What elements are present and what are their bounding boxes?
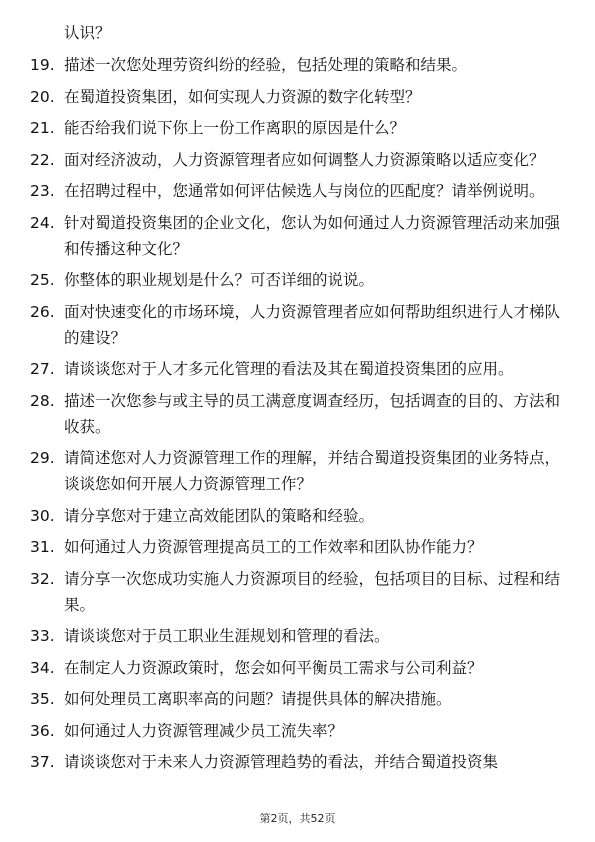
list-item: [30, 84, 565, 110]
item-text: 如何通过人力资源管理提高员工的工作效率和团队协作能力？: [64, 538, 483, 556]
item-number: 37.: [30, 753, 55, 771]
item-number: 22.: [30, 150, 55, 169]
item-number: 27.: [30, 360, 55, 378]
list-item: [30, 534, 565, 560]
item-text: 面对经济波动，人力资源管理者应如何调整人力资源策略以适应变化？: [64, 150, 545, 169]
list-item: [30, 749, 565, 775]
item-text: 如何通过人力资源管理减少员工流失率？: [64, 721, 344, 740]
item-number: 29.: [30, 449, 55, 467]
list-item: [30, 299, 565, 351]
list-item: [30, 655, 565, 681]
item-text: 针对蜀道投资集团的企业文化，您认为如何通过人力资源管理活动来加强和传播这种文化？: [64, 213, 561, 258]
item-text: 请分享您对于建立高效能团队的策略和经验。: [64, 506, 375, 525]
list-item: [30, 388, 565, 440]
list-item: [30, 147, 565, 173]
item-text: 请简述您对人力资源管理工作的理解，并结合蜀道投资集团的业务特点，谈谈您如何开展人力资源管理工作？: [64, 449, 561, 493]
item-number: 25.: [30, 271, 55, 289]
item-number: 28.: [30, 391, 55, 410]
item-number: 34.: [30, 658, 55, 677]
list-item: [30, 356, 565, 382]
item-number: 19.: [30, 56, 55, 74]
list-item: [30, 623, 565, 649]
list-item: [30, 718, 565, 744]
list-item: [30, 267, 565, 293]
item-number: 24.: [30, 213, 55, 232]
item-number: 23.: [30, 182, 55, 200]
item-text: 在制定人力资源政策时，您会如何平衡员工需求与公司利益？: [64, 658, 483, 677]
item-number: 35.: [30, 690, 55, 708]
list-item: [30, 115, 565, 141]
item-number: 21.: [30, 119, 55, 137]
item-text: 请分享一次您成功实施人力资源项目的经验，包括项目的目标、过程和结果。: [64, 569, 561, 614]
item-text: 在蜀道投资集团，如何实现人力资源的数字化转型？: [64, 87, 421, 106]
item-number: 31.: [30, 538, 55, 556]
list-item: [30, 210, 565, 262]
list-item: [30, 445, 565, 497]
item-text: 描述一次您参与或主导的员工满意度调查经历，包括调查的目的、方法和收获。: [64, 391, 561, 436]
question-list: [30, 20, 565, 781]
item-text: 描述一次您处理劳资纠纷的经验，包括处理的策略和结果。: [64, 56, 468, 74]
item-text: 请谈谈您对于未来人力资源管理趋势的看法，并结合蜀道投资集: [64, 753, 499, 771]
list-item: [30, 686, 565, 712]
item-text: 面对快速变化的市场环境，人力资源管理者应如何帮助组织进行人才梯队的建设？: [64, 302, 561, 347]
item-text: 在招聘过程中，您通常如何评估候选人与岗位的匹配度？请举例说明。: [64, 182, 545, 200]
list-item: [30, 178, 565, 204]
item-text: 你整体的职业规划是什么？可否详细的说说。: [64, 271, 375, 289]
item-text: 请谈谈您对于人才多元化管理的看法及其在蜀道投资集团的应用。: [64, 360, 514, 378]
list-item: [30, 52, 565, 78]
list-item: [30, 566, 565, 618]
item-number: 30.: [30, 506, 55, 525]
item-number: 20.: [30, 87, 55, 106]
list-item: [30, 503, 565, 529]
item-text: 如何处理员工离职率高的问题？请提供具体的解决措施。: [64, 690, 452, 708]
item-text: 请谈谈您对于员工职业生涯规划和管理的看法。: [64, 627, 390, 645]
item-number: 26.: [30, 302, 55, 321]
item-text: 能否给我们说下你上一份工作离职的原因是什么？: [64, 119, 406, 137]
item-number: 32.: [30, 569, 55, 588]
item-number: 36.: [30, 721, 55, 740]
continuation-text: 认识？: [64, 24, 111, 42]
item-number: 33.: [30, 627, 55, 645]
page-footer: 第2页，共52页: [259, 812, 336, 825]
